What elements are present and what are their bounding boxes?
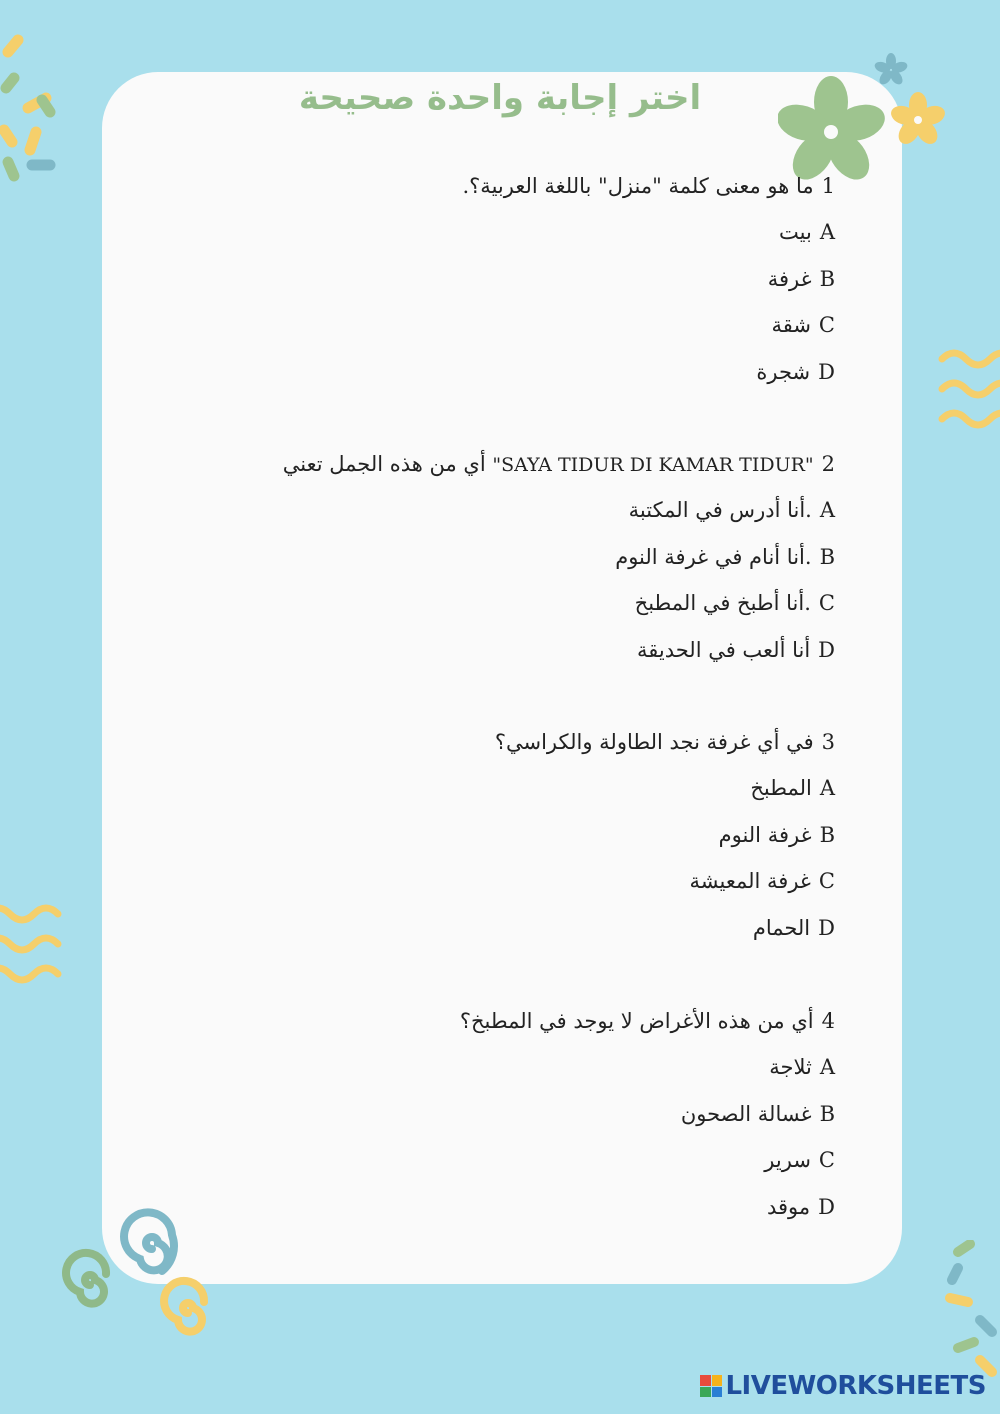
- option-text: .أنا أنام في غرفة النوم: [615, 544, 812, 569]
- option-letter: A: [819, 776, 835, 800]
- option-letter: D: [818, 359, 835, 384]
- sprinkles-bottom-right-decoration: [940, 1240, 1000, 1380]
- option-letter: C: [818, 313, 835, 337]
- option-d[interactable]: [195, 627, 835, 674]
- option-text: الحمام: [752, 915, 811, 940]
- option-text: غسالة الصحون: [680, 1101, 812, 1126]
- option-b[interactable]: [195, 812, 835, 859]
- question-number: 4: [821, 1009, 835, 1033]
- option-text: غرفة: [767, 266, 812, 291]
- option-letter: D: [818, 915, 835, 940]
- question-text: [195, 163, 835, 209]
- question-text: [195, 998, 835, 1044]
- option-letter: C: [818, 591, 835, 615]
- option-letter: D: [818, 1194, 835, 1219]
- option-letter: B: [819, 266, 835, 291]
- option-letter: C: [818, 1148, 835, 1172]
- option-text: موقد: [766, 1194, 811, 1219]
- option-text: غرفة النوم: [718, 822, 812, 847]
- option-d[interactable]: [195, 1184, 835, 1231]
- option-c[interactable]: [195, 1137, 835, 1184]
- question-prompt: أي من هذه الأغراض لا يوجد في المطبخ؟: [459, 1009, 814, 1033]
- question-prompt: أي من هذه الجمل تعني: [282, 452, 486, 476]
- option-letter: A: [819, 498, 835, 522]
- option-d[interactable]: [195, 349, 835, 396]
- option-text: المطبخ: [750, 776, 812, 800]
- option-letter: B: [819, 1101, 835, 1126]
- option-c[interactable]: [195, 858, 835, 905]
- question-2: [195, 441, 835, 673]
- liveworksheets-logo-icon: [700, 1375, 722, 1397]
- wavy-lines-left-decoration: [0, 900, 62, 1000]
- option-text: بيت: [779, 220, 812, 244]
- option-letter: B: [819, 544, 835, 569]
- option-b[interactable]: [195, 534, 835, 581]
- question-number: 2: [821, 452, 835, 476]
- option-text: شقة: [771, 313, 811, 337]
- option-text: أنا ألعب في الحديقة: [636, 637, 811, 662]
- option-text: .أنا أطبخ في المطبخ: [634, 591, 811, 615]
- liveworksheets-brand[interactable]: [700, 1368, 986, 1404]
- option-text: سرير: [764, 1148, 811, 1172]
- option-letter: C: [818, 869, 835, 893]
- question-text: [195, 441, 835, 487]
- option-b[interactable]: [195, 1091, 835, 1138]
- option-a[interactable]: [195, 1044, 835, 1091]
- option-text: غرفة المعيشة: [689, 869, 811, 893]
- option-letter: A: [819, 1055, 835, 1079]
- option-text: .أنا أدرس في المكتبة: [628, 498, 812, 522]
- option-c[interactable]: [195, 580, 835, 627]
- question-3: [195, 719, 835, 951]
- option-letter: A: [819, 220, 835, 244]
- question-1: [195, 163, 835, 395]
- option-a[interactable]: [195, 487, 835, 534]
- option-a[interactable]: [195, 209, 835, 256]
- question-quote: "SAYA TIDUR DI KAMAR TIDUR": [492, 454, 814, 476]
- question-number: 3: [821, 730, 835, 754]
- option-text: شجرة: [756, 359, 811, 384]
- option-a[interactable]: [195, 765, 835, 812]
- option-text: ثلاجة: [769, 1055, 812, 1079]
- wavy-lines-right-decoration: [938, 345, 1000, 445]
- option-letter: D: [818, 637, 835, 662]
- option-c[interactable]: [195, 302, 835, 349]
- question-text: [195, 719, 835, 765]
- option-d[interactable]: [195, 905, 835, 952]
- option-b[interactable]: [195, 256, 835, 303]
- question-prompt: في أي غرفة نجد الطاولة والكراسي؟: [494, 730, 814, 754]
- question-number: 1: [821, 174, 835, 198]
- question-4: [195, 998, 835, 1230]
- brand-wordmark: LIVEWORKSHEETS: [725, 1371, 986, 1401]
- worksheet-title: اختر إجابة واحدة صحيحة: [298, 78, 702, 118]
- question-prompt: ما هو معنى كلمة "منزل" باللغة العربية؟.: [462, 174, 814, 198]
- option-letter: B: [819, 822, 835, 847]
